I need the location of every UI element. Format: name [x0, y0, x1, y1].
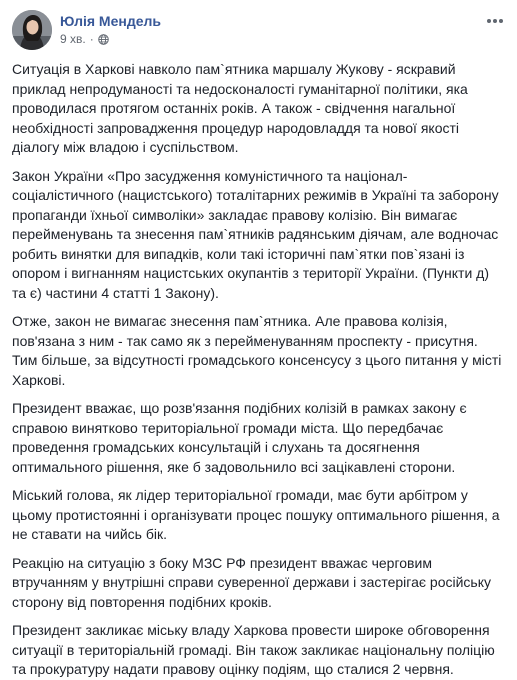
- post-paragraph: Президент закликає міську владу Харкова провести широке обговорення ситуації в територіальній громаді. Він також закликає національну поліцію та прокуратуру надати правову оцінку подіям, що сталися 2 червня.: [12, 622, 495, 677]
- post-paragraph: Отже, закон не вимагає знесення пам`ятника. Але правова колізія, пов'язана з ним - так само як з перейменуванням проспекту - присутня. Тим більше, за відсутності громадського консенсусу з цього питання у місті Харкові.: [12, 313, 502, 388]
- post-body: [12, 60, 505, 680]
- avatar-photo: [12, 10, 52, 50]
- post-paragraph: Міський голова, як лідер територіальної громади, має бути арбітром у цьому протистоянні і організувати процес пошуку оптимального рішення, а не ставати на чийсь бік.: [12, 487, 500, 542]
- meta-separator: ·: [89, 32, 94, 47]
- post-paragraph: Закон України «Про засудження комуністичного та націонал-соціалістичного (нацистського) тоталітарних режимів в Україні та заборону пропаганди їхньої символіки» закладає правову колізію. Він вимагає перейменувань та знесення пам`ятників радянським діячам, але водночас робить винятки для випадків, коли такі історичні пам`ятки пов`язані із опором і вигнанням нацистських окупантів з території України. (Пункти д) та є) частини 4 статті 1 Закону).: [12, 167, 499, 301]
- post-timestamp-link[interactable]: 9 хв.: [60, 32, 86, 47]
- post-paragraph: Реакцію на ситуацію з боку МЗС РФ президент вважає черговим втручанням у внутрішні справи суверенної держави і застерігає російську сторону від повторення подібних кроків.: [12, 554, 491, 610]
- more-options-icon[interactable]: [485, 14, 505, 26]
- author-avatar[interactable]: [12, 10, 52, 50]
- post-timeline: [60, 32, 161, 47]
- post-meta: [60, 13, 161, 48]
- post-paragraph: Президент вважає, що розв'язання подібних колізій в рамках закону є справою винятково територіальної громади міста. Що передбачає проведення громадських консультацій і слухань та досягнення оптимального рішення, яке б задовольнило всі зацікавлені сторони.: [12, 400, 467, 475]
- post-paragraph: Ситуація в Харкові навколо пам`ятника маршалу Жукову - яскравий приклад непродуманості та недосконалості гуманітарної політики, яка проводилася протягом останніх років. А також - свідчення нагальної необхідності запровадження процедур народовладдя та нової якості діалогу між владою і суспільством.: [12, 61, 468, 155]
- globe-icon[interactable]: [98, 34, 109, 45]
- author-name-link[interactable]: Юлія Мендель: [60, 12, 162, 29]
- post-header: [12, 10, 505, 50]
